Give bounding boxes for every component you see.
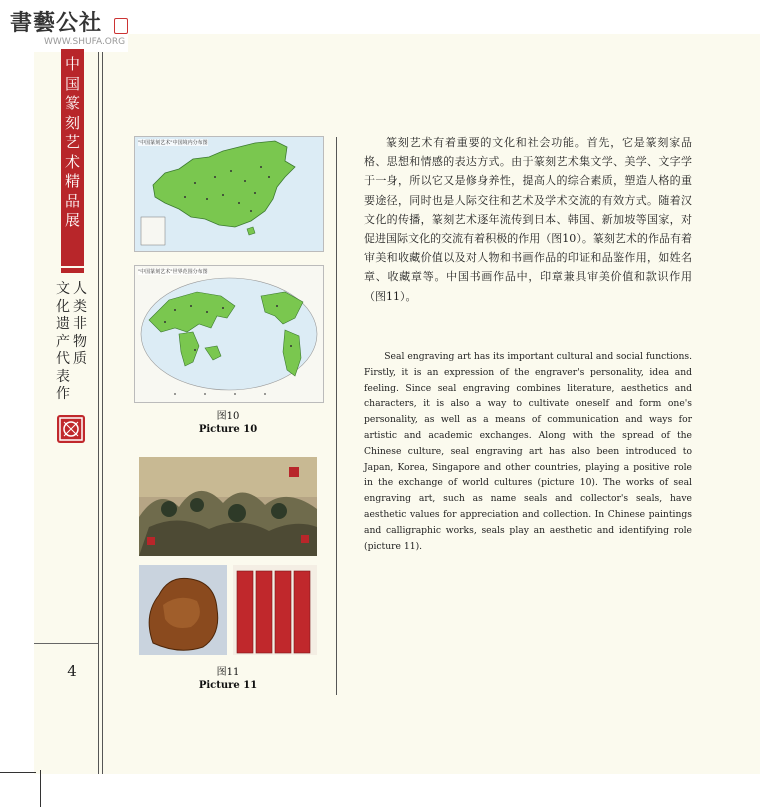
watermark-chars: 書藝公社 [10,10,103,36]
watermark-site: WWW.SHUFA.ORG [44,37,126,47]
chinese-body-paragraph: 篆刻艺术有着重要的文化和社会功能。首先，它是篆刻家品格、思想和情感的表达方式。由于篆刻艺术集文学、美学、文字学于一身，所以它又是修身养性，提高人的综合素质，塑造人格的重要途径，同时也是人际交往和艺术及学术交流的有效方式。随着汉文化的传播，篆刻艺术逐年流传到日本、韩国、新加坡等国家，对促进国际文化的交流有着积极的作用（图10）。篆刻艺术的作品有着审美和收藏价值以及对人物和书画作品的印证和品鉴作用，如姓名章、收藏章等。中国书画作品中，印章兼具审美价值和款识作用（图11）。 [364,136,692,303]
figure10-caption [134,410,322,436]
page-bottom-line [0,772,36,773]
spine-rule [98,34,99,774]
figure11-caption [134,666,322,692]
red-seal-stones-image [233,565,317,655]
page-edge-line [40,770,41,807]
watermark-stamp-icon [114,18,128,34]
series-title-banner: 中国篆刻艺术精品展 [61,49,84,266]
landscape-painting-image [139,457,317,556]
banner-block [61,268,84,273]
page-number: 4 [67,662,77,680]
seal-ornament-icon [57,415,85,443]
sidebar-divider [34,643,98,644]
column-divider [336,137,337,695]
figure10-caption-cn: 图10 [216,411,240,422]
figure10-caption-en: Picture 10 [198,424,258,435]
china-distribution-map [134,136,324,252]
carved-stone-seal-image [139,565,227,655]
subtitle-column-1: 人类非物质 [73,281,87,367]
figure11-caption-en: Picture 11 [198,680,258,691]
map2-title: "中国篆刻艺术"世界范围分布图 [138,269,208,275]
english-body-paragraph: Seal engraving art has its important cultural and social functions. Firstly, it is an expression of the engraver's personality, idea and feeling. Since seal engraving combines literature, aesthetics and characters, it is also a way to cultivate oneself and form one's personality, as well as a means of communication and ways for artistic and academic exchanges. Along with the spread of the Chinese culture, seal engraving art has also been introduced to Japan, Korea, Singapore and other countries, playing a positive role in the exchange of world cultures (picture 10). The works of seal engraving art, such as name seals and collector's seals, have aesthetic values for appreciation and collection. In Chinese paintings and calligraphic works, seals play an aesthetic and identifying role (picture 11). [364,351,692,552]
spine-rule [102,34,103,774]
map1-title: "中国篆刻艺术"中国境内分布图 [138,140,208,146]
world-distribution-map [134,265,324,403]
watermark-logo [4,4,128,52]
figure11-caption-cn: 图11 [216,667,240,678]
subtitle-column-2: 文化遗产代表作 [56,281,70,402]
